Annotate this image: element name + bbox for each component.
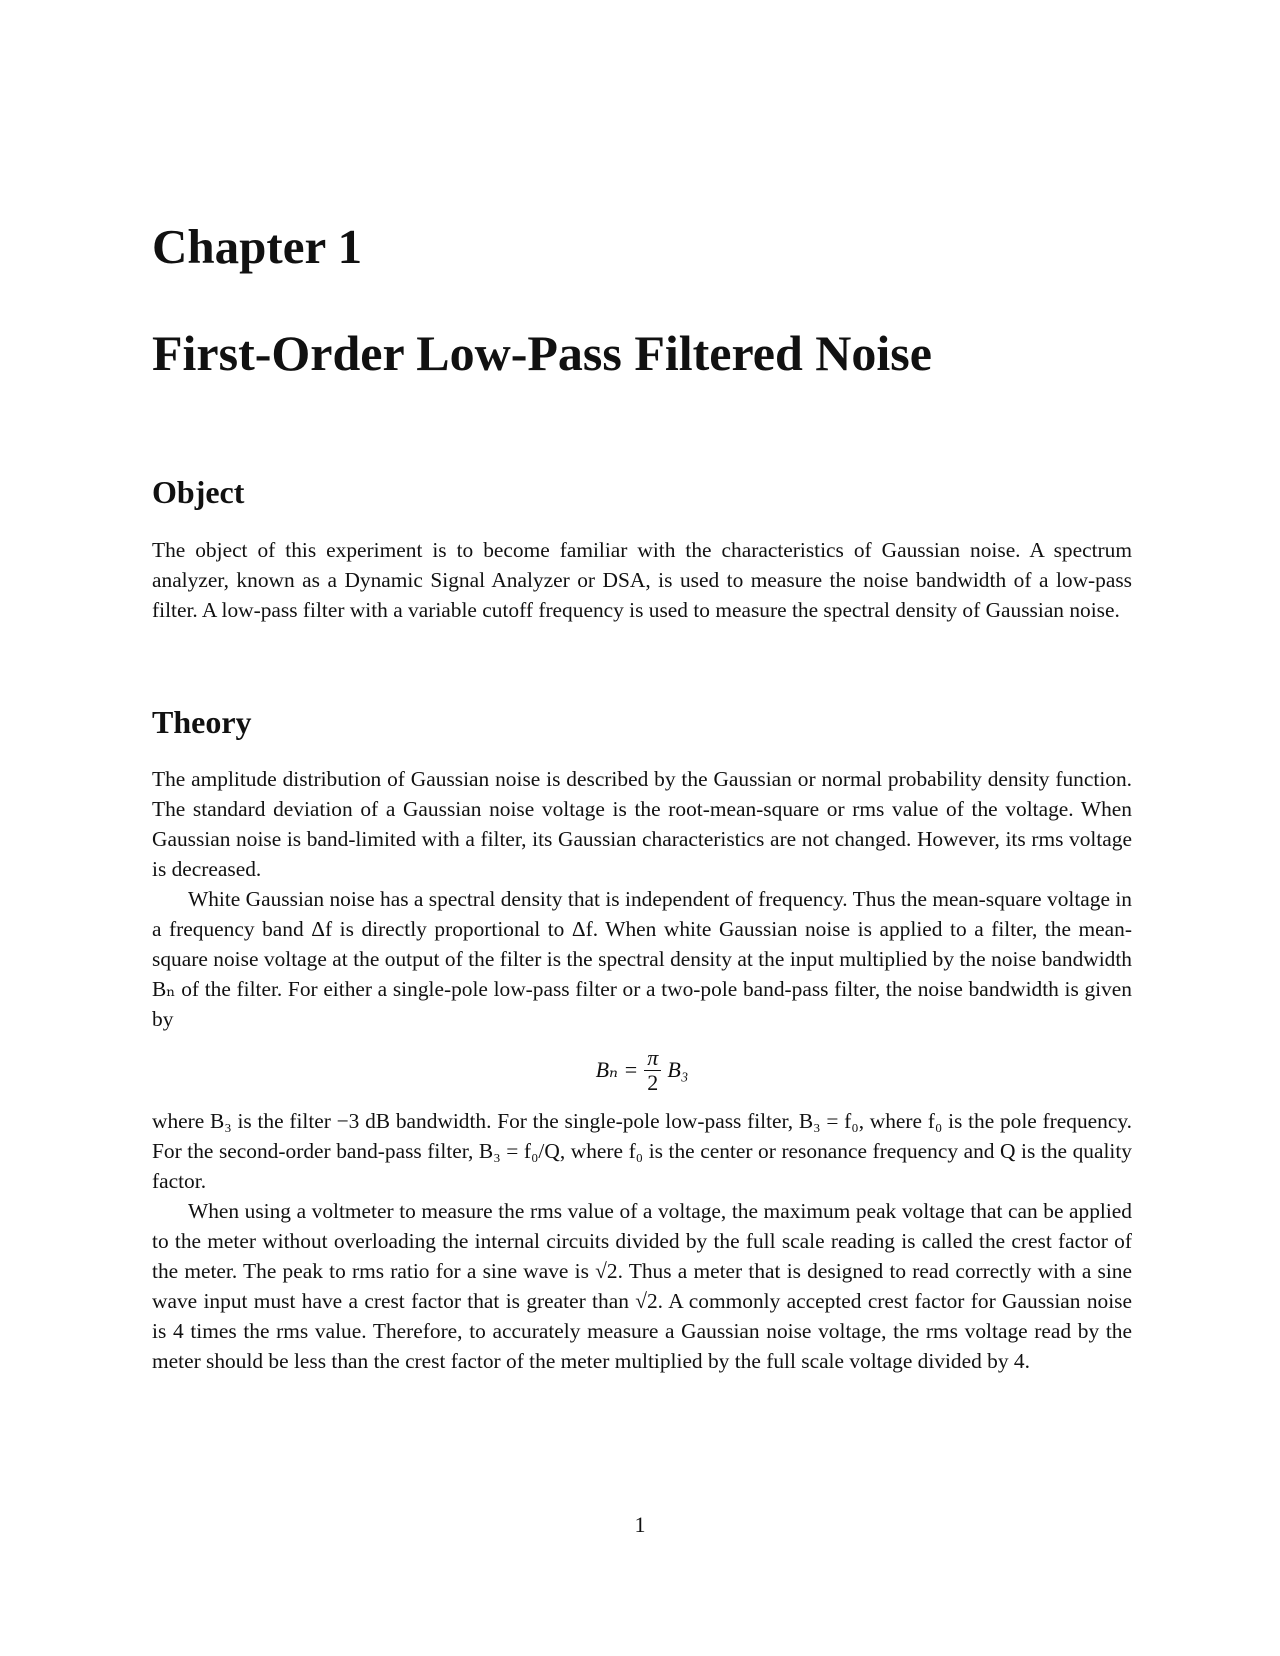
equation-denominator: 2 [647,1069,659,1095]
page-number: 1 [634,1512,646,1537]
theory-paragraph-4: When using a voltmeter to measure the rms value of a voltage, the maximum peak voltage that can be applied to the meter without overloading the internal circuits divided by the full scale reading is called the crest factor of the meter. The peak to rms ratio for a sine wave is √2. Thus a meter that is designed to read correctly with a sine wave input must have a crest factor that is greater than √2. A commonly accepted crest factor for Gaussian noise is 4 times the rms value. Therefore, to accurately measure a Gaussian noise voltage, the rms voltage read by the meter should be less than the crest factor of the meter multiplied by the full scale voltage divided by 4. [152,1199,1132,1373]
object-paragraph: The object of this experiment is to become familiar with the characteristics of Gaussian noise. A spectrum analyzer, known as a Dynamic Signal Analyzer or DSA, is used to measure the noise bandwidth of a low-pass filter. A low-pass filter with a variable cutoff frequency is used to measure the spectral density of Gaussian noise. [152,538,1132,622]
chapter-label: Chapter 1 [152,219,363,274]
section-heading-theory: Theory [152,704,252,740]
noise-bandwidth-equation [152,1034,1132,1106]
equation-numerator: π [644,1046,661,1071]
object-section-body [152,535,1132,625]
equation-lhs: Bₙ = [595,1057,639,1082]
theory-section-body [152,764,1132,1376]
section-heading-object: Object [152,474,245,510]
equation-rhs: B₃ [667,1057,689,1082]
theory-paragraph-2: White Gaussian noise has a spectral density that is independent of frequency. Thus the mean-square voltage in a frequency band Δf is directly proportional to Δf. When white Gaussian noise is applied to a filter, the mean-square noise voltage at the output of the filter is the spectral density at the input multiplied by the noise bandwidth Bₙ of the filter. For either a single-pole low-pass filter or a two-pole band-pass filter, the noise bandwidth is given by [152,887,1132,1031]
theory-paragraph-3: where B₃ is the filter −3 dB bandwidth. For the single-pole low-pass filter, B₃ = f₀, where f₀ is the pole frequency. For the second-order band-pass filter, B₃ = f₀/Q, where f₀ is the center or resonance frequency and Q is the quality factor. [152,1109,1132,1193]
theory-paragraph-1: The amplitude distribution of Gaussian noise is described by the Gaussian or normal probability density function. The standard deviation of a Gaussian noise voltage is the root-mean-square or rms value of the voltage. When Gaussian noise is band-limited with a filter, its Gaussian characteristics are not changed. However, its rms voltage is decreased. [152,767,1132,881]
equation-fraction [644,1046,661,1095]
chapter-title: First-Order Low-Pass Filtered Noise [152,325,932,381]
